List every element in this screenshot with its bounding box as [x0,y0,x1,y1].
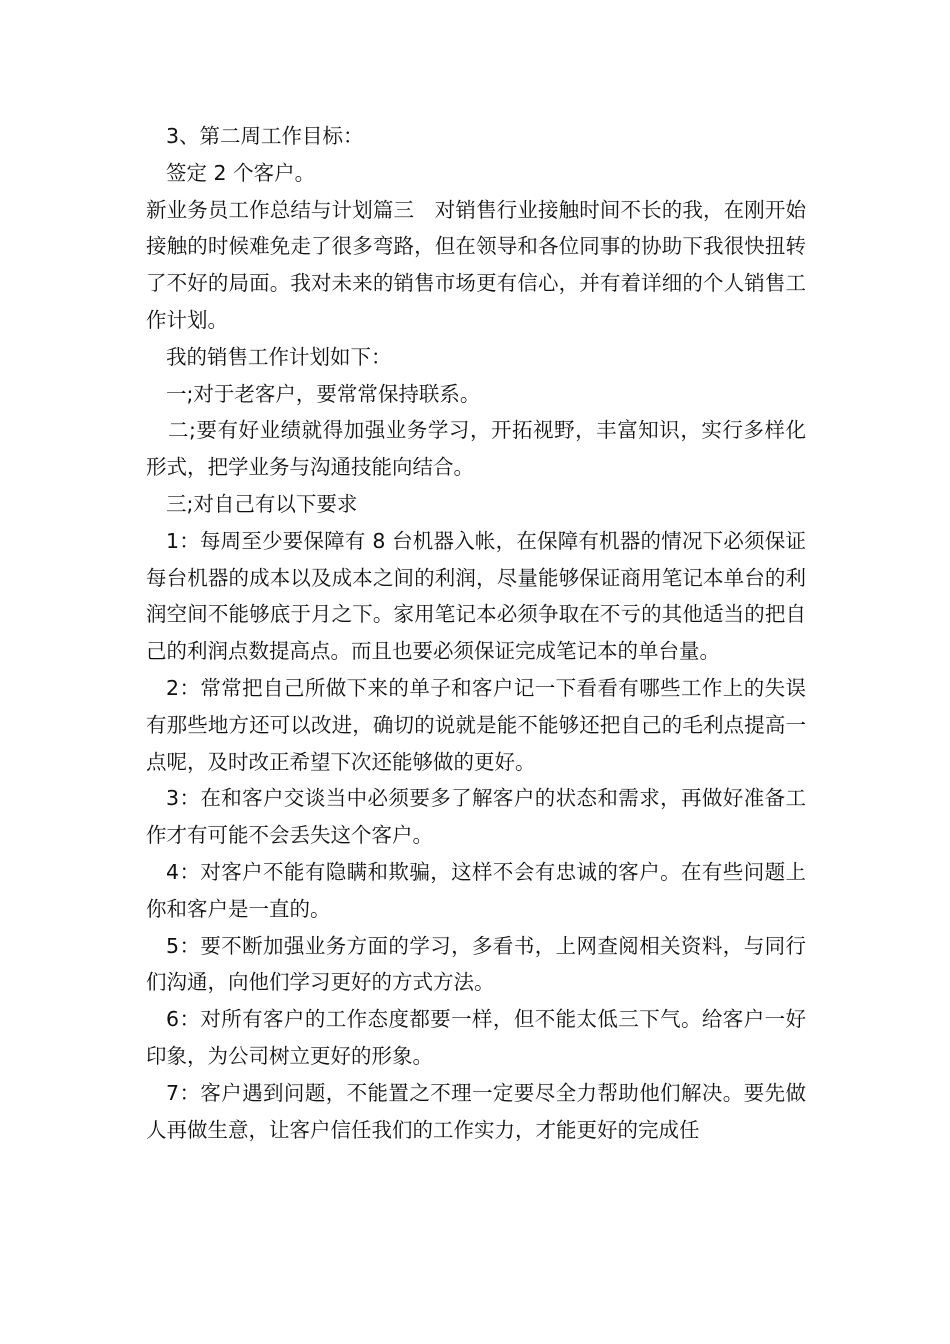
paragraph-requirement-6: 6：对所有客户的工作态度都要一样，但不能太低三下气。给客户一好印象，为公司树立更好的形象。 [146,1007,806,1068]
paragraph-requirement-4: 4：对客户不能有隐瞒和欺骗，这样不会有忠诚的客户。在有些问题上你和客户是一直的。 [146,859,806,921]
paragraph-requirement-7: 7：客户遇到问题，不能置之不理一定要尽全力帮助他们解决。要先做人再做生意，让客户信任我们的工作实力，才能更好的完成任 [146,1080,806,1142]
paragraph-section-three-intro: 新业务员工作总结与计划篇三 对销售行业接触时间不长的我，在刚开始接触的时候难免走了很多弯路，但在领导和各位同事的协助下我很快扭转了不好的局面。我对未来的销售市场更有信心，并有着详细的个人销售工作计划。 [146,197,806,332]
paragraph-item-one: 一;对于老客户，要常常保持联系。 [166,381,481,406]
document-body [146,118,806,1148]
paragraph-sign-clients: 签定 2 个客户。 [166,160,316,185]
paragraph-week-two-goal: 3、第二周工作目标： [166,124,364,148]
paragraph-item-two: 二;要有好业绩就得加强业务学习，开拓视野，丰富知识，实行多样化形式，把学业务与沟通技能向结合。 [146,418,806,480]
paragraph-requirement-5: 5：要不断加强业务方面的学习，多看书，上网查阅相关资料，与同行们沟通，向他们学习更好的方式方法。 [146,933,806,995]
paragraph-requirement-3: 3：在和客户交谈当中必须要多了解客户的状态和需求，再做好准备工作才有可能不会丢失这个客户。 [146,786,806,848]
paragraph-item-three: 三;对自己有以下要求 [166,491,358,516]
paragraph-requirement-2: 2：常常把自己所做下来的单子和客户记一下看看有哪些工作上的失误有那些地方还可以改进，确切的说就是能不能够还把自己的毛利点提高一点呢，及时改正希望下次还能够做的更好。 [146,675,806,774]
paragraph-requirement-1: 1：每周至少要保障有 8 台机器入帐，在保障有机器的情况下必须保证每台机器的成本以及成本之间的利润，尽量能够保证商用笔记本单台的利润空间不能够底于月之下。家用笔记本必须争取在不亏的其他适当的把自己的利润点数提高点。而且也要必须保证完成笔记本的单台量。 [146,528,806,664]
paragraph-plan-heading: 我的销售工作计划如下： [166,344,392,369]
